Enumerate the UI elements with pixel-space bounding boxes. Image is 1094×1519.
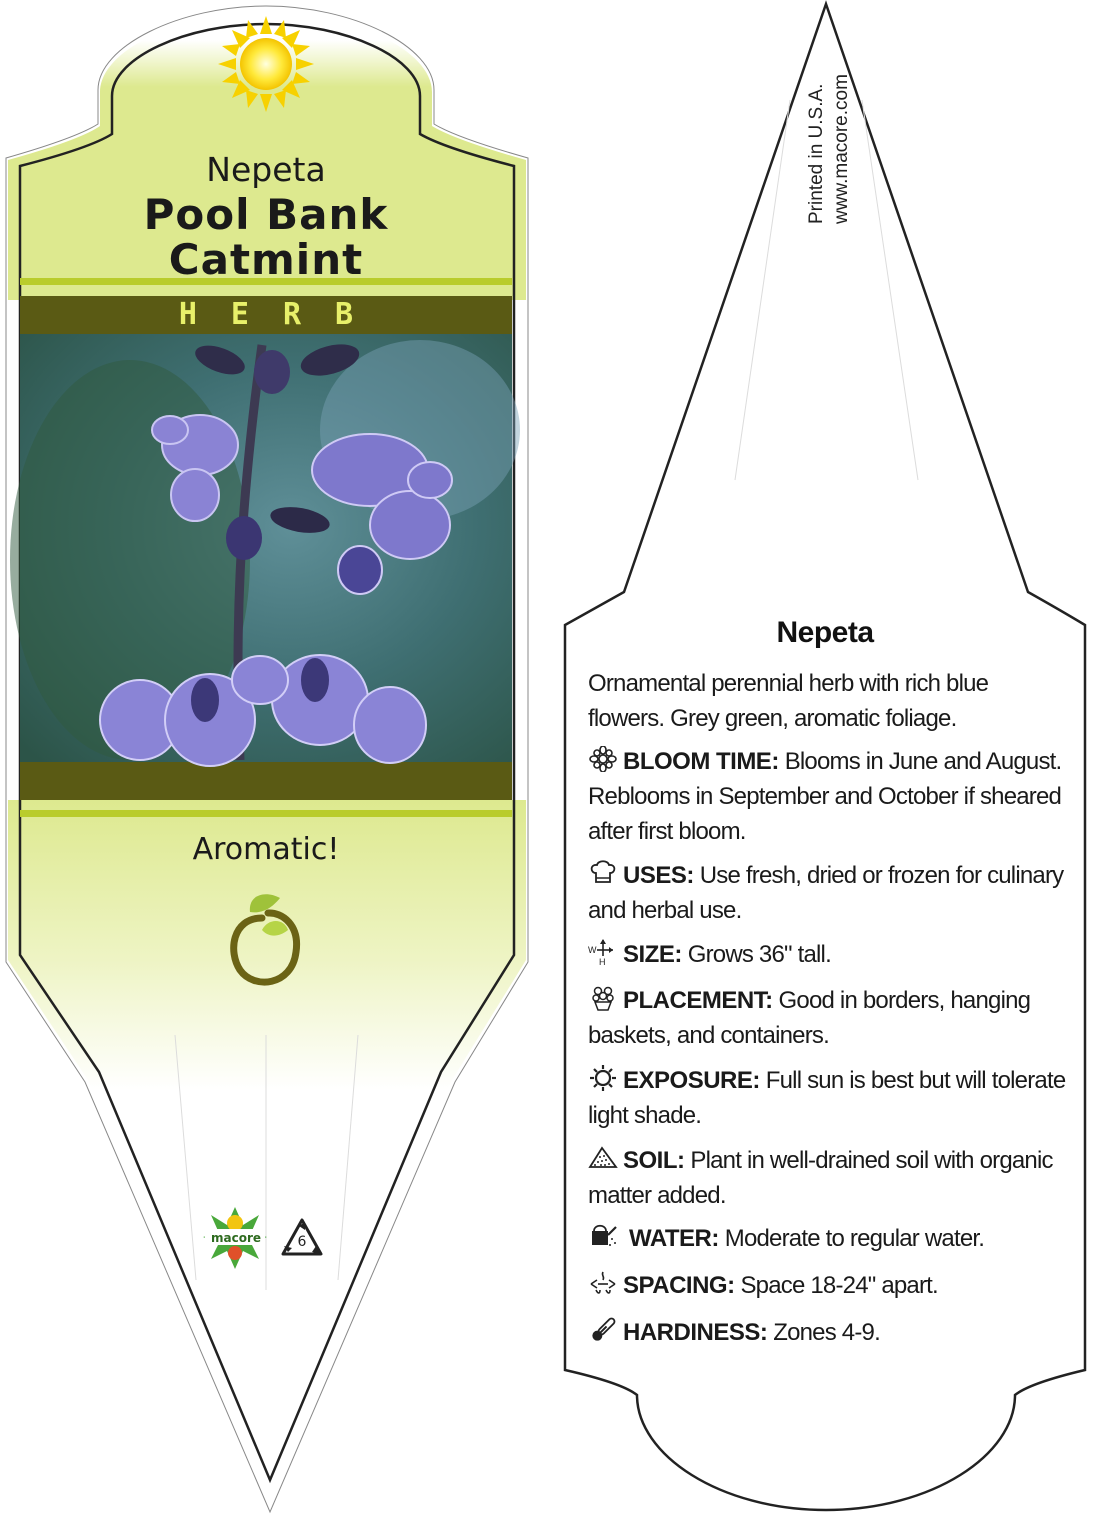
common-name-line-2: Catmint <box>168 235 364 284</box>
spacing-text: Space 18-24" apart. <box>740 1272 938 1299</box>
section-placement <box>588 983 1068 1053</box>
spacing-icon <box>588 1270 618 1294</box>
size-text: Grows 36" tall. <box>687 941 831 968</box>
section-hardiness <box>588 1315 1068 1350</box>
website: www.macore.com <box>831 74 852 224</box>
brand-name: macore <box>210 1231 261 1245</box>
size-label: SIZE: <box>623 941 682 968</box>
placement-label: PLACEMENT: <box>623 987 773 1014</box>
water-text: Moderate to regular water. <box>724 1225 985 1252</box>
size-arrows-icon <box>588 939 618 963</box>
section-uses <box>588 858 1068 928</box>
soil-icon <box>588 1145 618 1169</box>
thermometer-icon <box>588 1317 618 1341</box>
description: Ornamental perennial herb with rich blue flowers. Grey green, aromatic foliage. <box>588 670 989 732</box>
full-sun-icon <box>218 16 314 112</box>
section-soil <box>588 1143 1068 1213</box>
hardiness-text: Zones 4-9. <box>773 1319 880 1346</box>
common-name-line-1: Pool Bank <box>143 190 389 239</box>
printed-in-usa: Printed in U.S.A. <box>806 83 827 224</box>
bottom-stripe <box>20 810 512 817</box>
section-bloom-time <box>588 744 1068 849</box>
uses-text: Use fresh, dried or frozen for culinary and herbal use. <box>588 862 1064 924</box>
section-exposure <box>588 1063 1068 1133</box>
uses-label: USES: <box>623 862 694 889</box>
chef-hat-icon <box>588 860 618 884</box>
recycle-code: 6 <box>297 1234 307 1250</box>
genus-name: Nepeta <box>206 150 326 189</box>
watering-can-icon <box>588 1223 624 1247</box>
bloom-time-text: Blooms in June and August. Reblooms in September and October if sheared after first bloom. <box>588 748 1062 845</box>
soil-label: SOIL: <box>623 1147 685 1174</box>
flower-icon <box>588 746 618 770</box>
bloom-time-label: BLOOM TIME: <box>623 748 779 775</box>
exposure-text: Full sun is best but will tolerate light shade. <box>588 1067 1066 1129</box>
placement-text: Good in borders, hanging baskets, and containers. <box>588 987 1031 1049</box>
sun-icon <box>588 1065 618 1089</box>
bottom-band <box>20 762 512 800</box>
svg-text:H: H <box>599 957 605 965</box>
spacing-label: SPACING: <box>623 1272 735 1299</box>
category-label: HERB <box>178 297 388 332</box>
soil-text: Plant in well-drained soil with organic matter added. <box>588 1147 1053 1209</box>
plant-photo <box>10 334 520 766</box>
section-size <box>588 937 1068 972</box>
back-title: Nepeta <box>776 616 874 649</box>
section-spacing <box>588 1268 1068 1303</box>
placement-icon <box>588 985 618 1009</box>
section-water <box>588 1221 1068 1256</box>
tagline: Aromatic! <box>192 832 340 867</box>
exposure-label: EXPOSURE: <box>623 1067 760 1094</box>
hardiness-label: HARDINESS: <box>623 1319 768 1346</box>
water-label: WATER: <box>629 1225 719 1252</box>
svg-text:W: W <box>588 945 596 955</box>
